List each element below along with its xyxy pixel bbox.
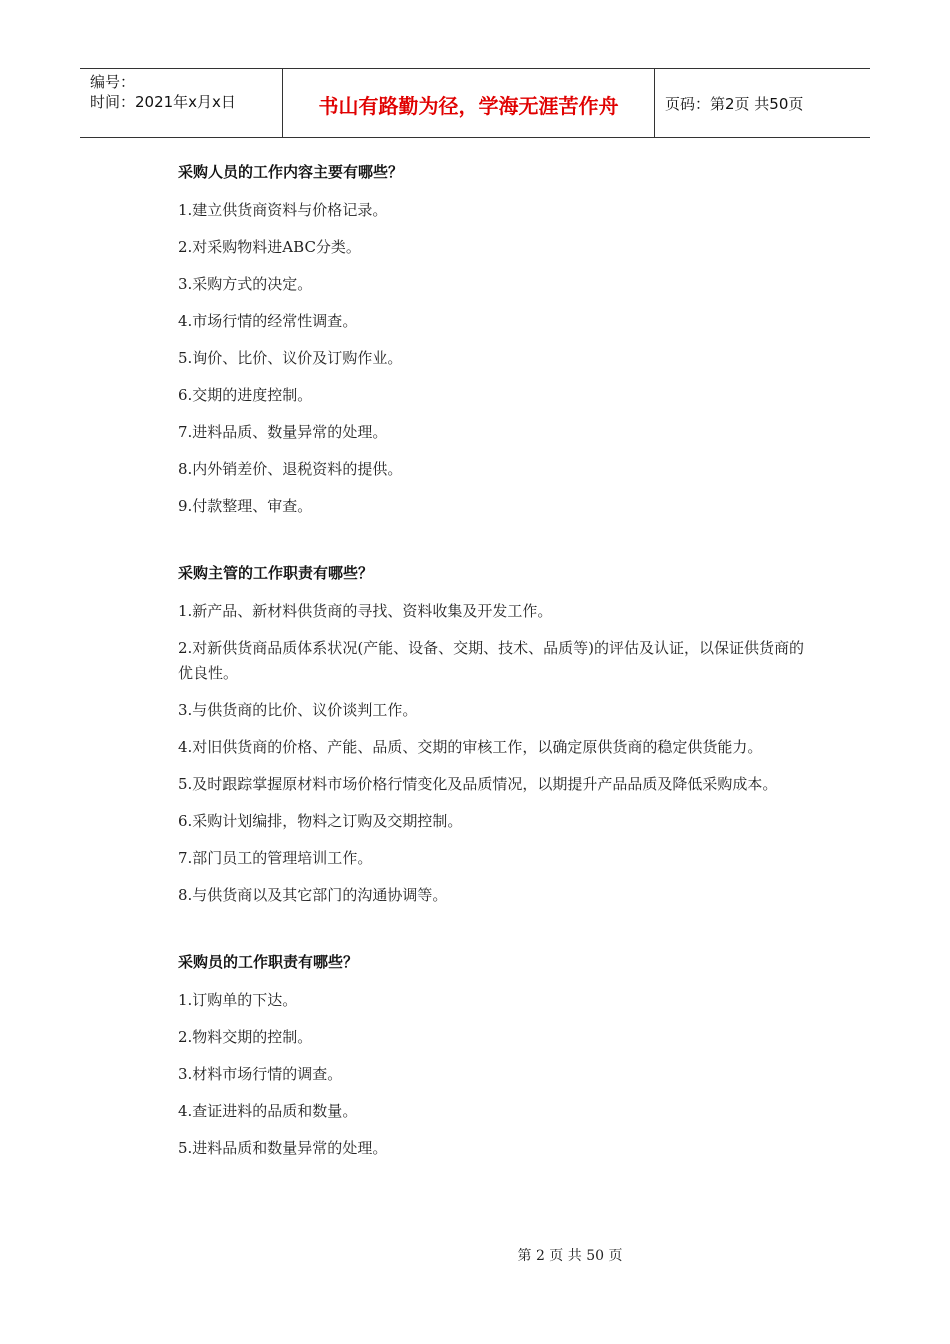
list-item: 1.新产品、新材料供货商的寻找、资料收集及开发工作。	[178, 602, 553, 620]
list-item: 5.进料品质和数量异常的处理。	[178, 1139, 388, 1157]
list-item: 8.与供货商以及其它部门的沟通协调等。	[178, 886, 448, 904]
section-heading: 采购员的工作职责有哪些？	[178, 953, 359, 971]
document-number-label: 编号：	[90, 73, 136, 91]
page-header	[80, 68, 870, 138]
header-motto: 书山有路勤为径，学海无涯苦作舟	[283, 69, 655, 137]
list-item: 8.内外销差价、退税资料的提供。	[178, 460, 403, 478]
document-time-label: 时间：2021年x月x日	[90, 93, 236, 111]
list-item: 9.付款整理、审查。	[178, 497, 313, 515]
list-item: 1.订购单的下达。	[178, 991, 298, 1009]
list-item: 6.交期的进度控制。	[178, 386, 313, 404]
header-page-number: 页码：第2页 共50页	[665, 94, 804, 113]
section-purchaser	[178, 950, 818, 1161]
page-footer: 第 2 页 共 50 页	[517, 1248, 623, 1264]
section-purchasing-manager	[178, 561, 818, 908]
list-item: 5.及时跟踪掌握原材料市场价格行情变化及品质情况，以期提升产品品质及降低采购成本。	[178, 775, 778, 793]
list-item: 3.材料市场行情的调查。	[178, 1065, 343, 1083]
list-item: 1.建立供货商资料与价格记录。	[178, 201, 388, 219]
list-item: 3.与供货商的比价、议价谈判工作。	[178, 701, 418, 719]
list-item: 4.查证进料的品质和数量。	[178, 1102, 358, 1120]
section-heading: 采购主管的工作职责有哪些？	[178, 564, 374, 582]
list-item: 4.对旧供货商的价格、产能、品质、交期的审核工作，以确定原供货商的稳定供货能力。	[178, 738, 763, 756]
list-item: 2.对采购物料进ABC分类。	[178, 238, 361, 256]
section-purchasing-staff	[178, 160, 818, 519]
list-item: 3.采购方式的决定。	[178, 275, 313, 293]
list-item: 5.询价、比价、议价及订购作业。	[178, 349, 403, 367]
document-body	[178, 160, 818, 1203]
list-item: 2.对新供货商品质体系状况(产能、设备、交期、技术、品质等)的评估及认证，以保证供货商的优良性。	[178, 639, 805, 682]
list-item: 2.物料交期的控制。	[178, 1028, 313, 1046]
list-item: 7.进料品质、数量异常的处理。	[178, 423, 388, 441]
list-item: 6.采购计划编排，物料之订购及交期控制。	[178, 812, 463, 830]
list-item: 7.部门员工的管理培训工作。	[178, 849, 373, 867]
list-item: 4.市场行情的经常性调查。	[178, 312, 358, 330]
header-meta	[80, 69, 283, 137]
section-heading: 采购人员的工作内容主要有哪些？	[178, 163, 404, 181]
